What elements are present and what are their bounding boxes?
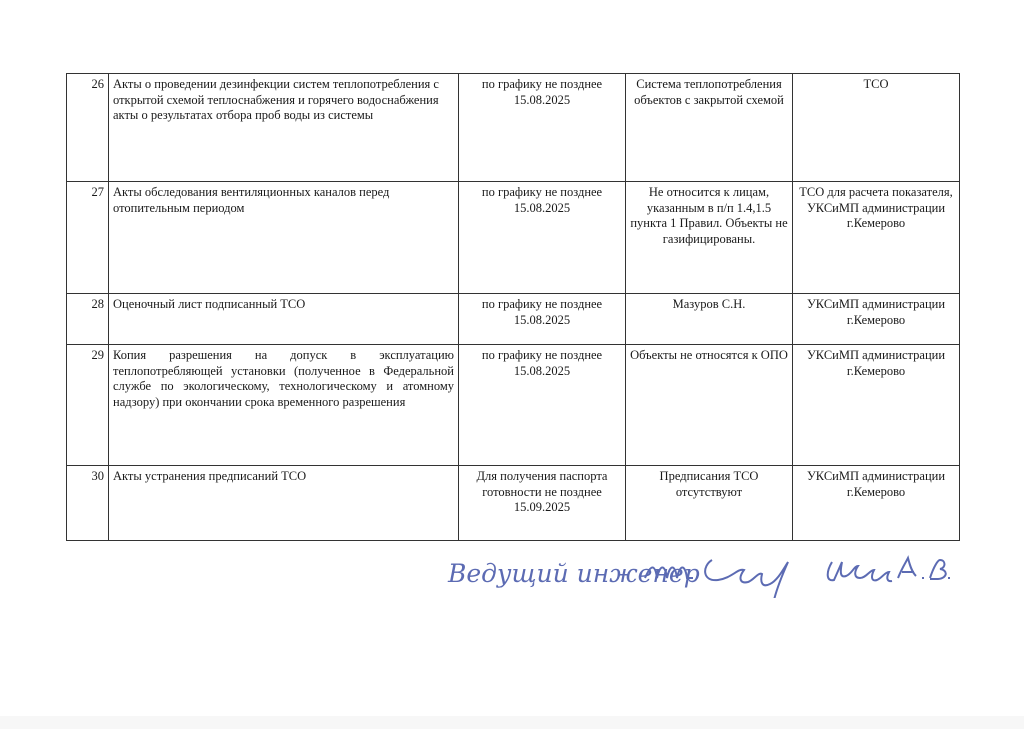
responsible: ТСО для расчета показателя, УКСиМП администрации г.Кемерово (793, 182, 960, 294)
deadline: по графику не позднее 15.08.2025 (459, 74, 626, 182)
signature-name-ink (828, 558, 950, 581)
note: Система теплопотребления объектов с закрытой схемой (626, 74, 793, 182)
row-number: 27 (67, 182, 109, 294)
row-number: 29 (67, 345, 109, 466)
signature-mark (705, 560, 788, 598)
deadline: по графику не позднее 15.08.2025 (459, 182, 626, 294)
document-name: Акты о проведении дезинфекции систем теплопотребления с открытой схемой теплоснабжения и горячего водоснабжения акты о результатах отбора проб воды из системы (109, 74, 459, 182)
table-row (67, 294, 960, 345)
document-name: Копия разрешения на допуск в эксплуатацию теплопотребляющей установки (полученное в Федеральной службе по экологическому, технологическому и атомному надзору) при окончании срока временного разрешения (109, 345, 459, 466)
row-number: 26 (67, 74, 109, 182)
signature-title: Ведущий инженер (448, 559, 700, 588)
responsible: ТСО (793, 74, 960, 182)
responsible: УКСиМП администрации г.Кемерово (793, 466, 960, 541)
deadline: по графику не позднее 15.08.2025 (459, 294, 626, 345)
scan-bottom-edge (0, 716, 1024, 729)
table-row (67, 74, 960, 182)
note: Объекты не относятся к ОПО (626, 345, 793, 466)
signature-ink (440, 548, 1000, 598)
row-number: 30 (67, 466, 109, 541)
document-name: Оценочный лист подписанный ТСО (109, 294, 459, 345)
deadline: по графику не позднее 15.08.2025 (459, 345, 626, 466)
document-name: Акты устранения предписаний ТСО (109, 466, 459, 541)
table-row (67, 182, 960, 294)
table-row (67, 345, 960, 466)
deadline: Для получения паспорта готовности не позднее 15.09.2025 (459, 466, 626, 541)
table-row (67, 466, 960, 541)
responsible: УКСиМП администрации г.Кемерово (793, 345, 960, 466)
note: Мазуров С.Н. (626, 294, 793, 345)
note: Не относится к лицам, указанным в п/п 1.4,1.5 пункта 1 Правил. Объекты не газифицированы. (626, 182, 793, 294)
requirements-table (66, 73, 960, 541)
responsible: УКСиМП администрации г.Кемерово (793, 294, 960, 345)
handwritten-signature (440, 548, 1000, 598)
document-name: Акты обследования вентиляционных каналов перед отопительным периодом (109, 182, 459, 294)
row-number: 28 (67, 294, 109, 345)
note: Предписания ТСО отсутствуют (626, 466, 793, 541)
